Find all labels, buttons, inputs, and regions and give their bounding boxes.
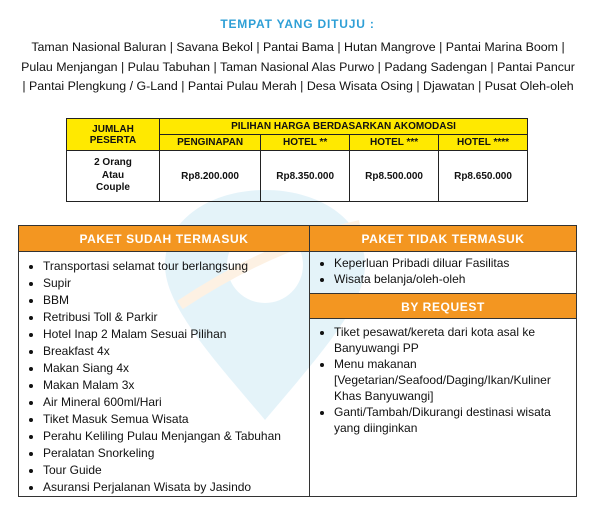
destination-line: | Pantai Plengkung / G-Land | Pantai Pulau Merah | Desa Wisata Osing | Djawatan | Pusat Oleh-oleh bbox=[22, 79, 574, 94]
price-cell: Rp8.350.000 bbox=[261, 151, 350, 202]
price-cell: Rp8.650.000 bbox=[439, 151, 528, 202]
list-item: • Tiket pesawat/kereta dari kota asal ke Banyuwangi PP bbox=[334, 324, 576, 356]
list-item: • Ganti/Tambah/Dikurangi destinasi wisata yang diinginkan bbox=[334, 404, 576, 436]
list-item: • Hotel Inap 2 Malam Sesuai Pilihan bbox=[43, 326, 309, 343]
page-title: TEMPAT YANG DITUJU : bbox=[220, 17, 375, 31]
header-peserta: JUMLAH PESERTA bbox=[67, 119, 160, 151]
price-table bbox=[66, 118, 528, 202]
header-group: PILIHAN HARGA BERDASARKAN AKOMODASI bbox=[160, 119, 528, 135]
request-header: BY REQUEST bbox=[310, 293, 576, 319]
destination-line: Pulau Menjangan | Pulau Tabuhan | Taman Nasional Alas Purwo | Padang Sadengan | Pantai Pancur bbox=[21, 59, 575, 74]
list-item: • Breakfast 4x bbox=[43, 343, 309, 360]
list-item: • BBM bbox=[43, 292, 309, 309]
list-item: • Peralatan Snorkeling bbox=[43, 445, 309, 462]
column-header: HOTEL *** bbox=[350, 135, 439, 151]
excluded-header: PAKET TIDAK TERMASUK bbox=[310, 226, 576, 252]
peserta-cell: 2 Orang Atau Couple bbox=[67, 151, 160, 202]
list-item: • Wisata belanja/oleh-oleh bbox=[334, 271, 576, 287]
list-item: • Supir bbox=[43, 275, 309, 292]
list-item: • Retribusi Toll & Parkir bbox=[43, 309, 309, 326]
list-item: • Menu makanan [Vegetarian/Seafood/Daging/Ikan/Kuliner Khas Banyuwangi] bbox=[334, 356, 576, 404]
included-box bbox=[18, 225, 310, 497]
list-item: • Air Mineral 600ml/Hari bbox=[43, 394, 309, 411]
list-item: • Makan Malam 3x bbox=[43, 377, 309, 394]
excluded-list bbox=[310, 255, 576, 293]
column-header: PENGINAPAN bbox=[160, 135, 261, 151]
price-cell: Rp8.200.000 bbox=[160, 151, 261, 202]
list-item: • Tour Guide bbox=[43, 462, 309, 479]
included-list bbox=[19, 258, 309, 496]
price-cell: Rp8.500.000 bbox=[350, 151, 439, 202]
destination-list bbox=[8, 38, 588, 97]
list-item: • Perahu Keliling Pulau Menjangan & Tabuhan bbox=[43, 428, 309, 445]
list-item: • Tiket Masuk Semua Wisata bbox=[43, 411, 309, 428]
list-item: • Asuransi Perjalanan Wisata by Jasindo bbox=[43, 479, 309, 496]
included-header: PAKET SUDAH TERMASUK bbox=[19, 226, 309, 252]
request-list bbox=[310, 324, 576, 436]
column-header: HOTEL ** bbox=[261, 135, 350, 151]
destination-line: Taman Nasional Baluran | Savana Bekol | Pantai Bama | Hutan Mangrove | Pantai Marina Boom | bbox=[31, 40, 565, 54]
right-column bbox=[309, 225, 577, 497]
list-item: • Makan Siang 4x bbox=[43, 360, 309, 377]
column-header: HOTEL **** bbox=[439, 135, 528, 151]
list-item: • Keperluan Pribadi diluar Fasilitas bbox=[334, 255, 576, 271]
list-item: • Transportasi selamat tour berlangsung bbox=[43, 258, 309, 275]
